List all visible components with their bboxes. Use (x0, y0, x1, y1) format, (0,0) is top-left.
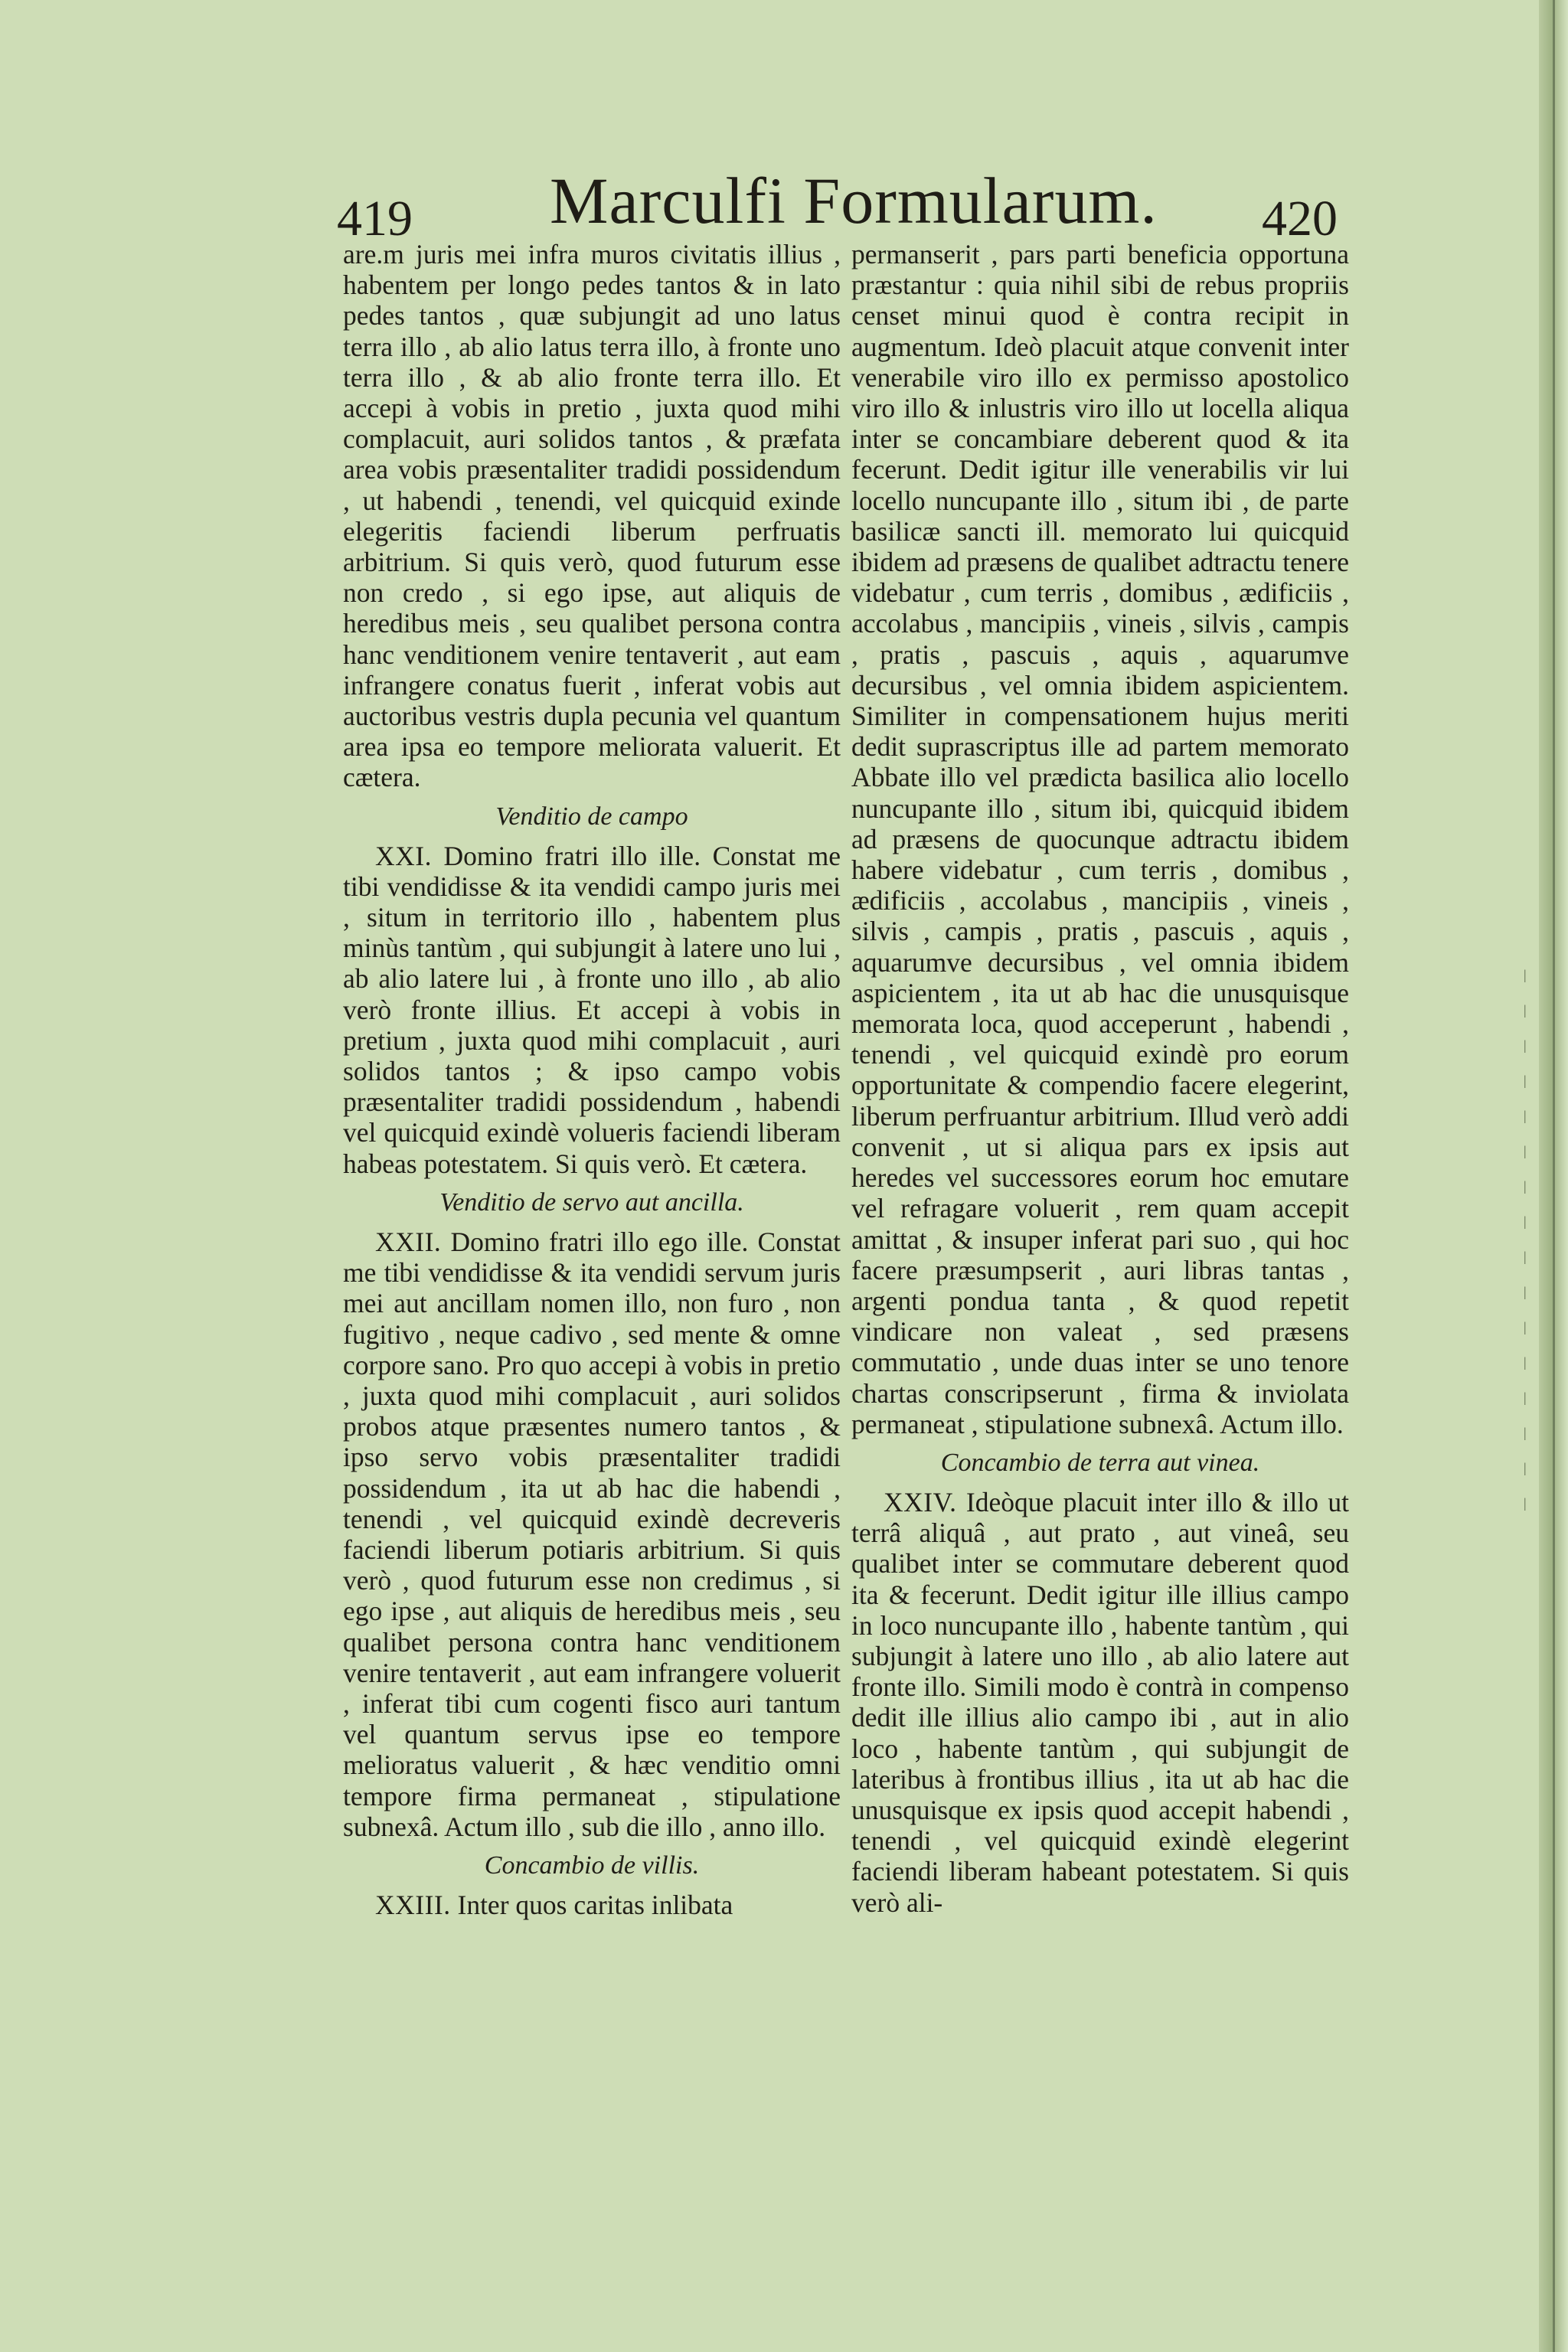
section-number: XXIV. (884, 1486, 957, 1517)
right-column (851, 239, 1349, 1920)
page-number-left: 419 (337, 191, 413, 247)
section-heading: Venditio de campo (495, 802, 688, 831)
book-spine-gutter (1539, 0, 1568, 2352)
section-heading: Concambio de terra aut vinea. (940, 1448, 1260, 1477)
paragraph-text: Inter quos caritas inlibata (457, 1889, 733, 1920)
page-number-right: 420 (1262, 191, 1338, 247)
section-heading: Concambio de villis. (484, 1851, 700, 1880)
left-column (343, 239, 841, 1922)
paragraph-text: Domino fratri illo ego ille. Constat me tibi vendidisse & ita vendidi servum juris mei aut ancillam nomen illo, non furo , non fugitivo , neque cadivo , sed mente & omne corpore sano. Pro quo accepi à vobis in pretio , juxta quod mihi complacuit , auri solidos probos atque præsentes numero tantos , & ipso servo vobis præsentaliter tradidi possidendum , ita ut ab hac die habendi , tenendi , vel quicquid exindè decreveris faciendi liberum potiaris arbitrium. Si quis verò , quod futurum esse non credimus , si ego ipse , aut aliquis de heredibus meis , seu qualibet persona contra hanc venditionem venire tentaverit , aut eam infrangere voluerit , inferat tibi cum cogenti fisco auri tantum vel quantum servus ipse eo tempore melioratus valuerit , & hæc venditio omni tempore firma permaneat , stipulatione subnexâ. Actum illo , sub die illo , anno illo. (343, 1226, 841, 1842)
paragraph (851, 1487, 1349, 1918)
paragraph (343, 1227, 841, 1842)
section-number: XXIII. (375, 1889, 451, 1920)
paragraph-text: Domino fratri illo ille. Constat me tibi vendidisse & ita vendidi campo juris mei , situm in territorio illo , habentem plus minùs tantùm , qui subjungit à latere uno lui , ab alio latere lui , à fronte uno illo , ab alio verò fronte illius. Et accepi à vobis in pretium , juxta quod mihi complacuit , auri solidos tantos ; & ipso campo vobis præsentaliter tradidi possidendum , habendi vel quicquid exindè volueris faciendi liberam habeas potestatem. Si quis verò. Et cætera. (343, 840, 841, 1179)
section-number: XXI. (375, 840, 432, 871)
paragraph: are.m juris mei infra muros civitatis illius , habentem per longo pedes tantos & in lato pedes tantos , quæ subjungit ad uno latus terra illo , ab alio latus terra illo, à fronte uno terra illo , & ab alio fronte terra illo. Et accepi à vobis in pretio , juxta quod mihi complacuit, auri solidos tantos , & præfata area vobis præsentaliter tradidi possidendum , ut habendi , tenendi, vel quicquid exinde elegeritis faciendi liberum perfruatis arbitrium. Si quis verò, quod futurum esse non credo , si ego ipse, aut aliquis de heredibus meis , seu qualibet persona contra hanc venditionem venire tentaverit , aut eam infrangere conatus fuerit , inferat vobis aut auctoribus vestris dupla pecunia vel quantum area ipsa eo tempore meliorata valuerit. Et cætera. (343, 239, 841, 793)
section-number: XXII. (375, 1226, 442, 1257)
page-header (0, 153, 1539, 245)
spine-line (1553, 0, 1555, 2352)
paragraph (343, 841, 841, 1179)
running-title: Marculfi Formularum. (550, 164, 1158, 237)
paragraph-text: Ideòque placuit inter illo & illo ut terrâ aliquâ , aut prato , aut vineâ, seu qualibet inter se commutare deberent quod ita & fecerunt. Dedit igitur ille illius campo in loco nuncupante illo , habente tantùm , qui subjungit à latere uno illo , ab alio latere aut fronte illo. Simili modo è contrà in compenso dedit ille illius alio campo ibi , aut in alio loco , habente tantùm , qui subjungit de lateribus à frontibus illius , ita ut ab hac die unusquisque ex ipsis quod accepit habendi , tenendi , vel quicquid exindè elegerint faciendi liberam habeant potestatem. Si quis verò ali- (851, 1486, 1350, 1918)
paragraph: permanserit , pars parti beneficia opportuna præstantur : quia nihil sibi de rebus propriis censet minui quod è contra recipit in augmentum. Ideò placuit atque convenit inter venerabile viro illo ex permisso apostolico viro illo & inlustris viro illo ut locella aliqua inter se concambiare deberent quod & ita fecerunt. Dedit igitur ille venerabilis vir lui locello nuncupante illo , situm ibi , de parte basilicæ sancti ill. memorato lui quicquid ibidem ad præsens de qualibet adtractu tenere videbatur , cum terris , domibus , ædificiis , accolabus , mancipiis , vineis , silvis , campis , pratis , pascuis , aquis , aquarumve decursibus , vel omnia ibidem aspicientem. Similiter in compensationem hujus meriti dedit suprascriptus ille ad partem memorato Abbate illo vel prædicta basilica alio locello nuncupante illo , situm ibi, quicquid ibidem ad præsens de quocunque adtractu ibidem habere videbatur , cum terris , domibus , ædificiis , accolabus , mancipiis , vineis , silvis , campis , pratis , pascuis , aquis , aquarumve decursibus , vel omnia ibidem aspicientem , ita ut ab hac die unusquisque memorata loca, quod acceperunt , habendi , tenendi , vel quicquid exindè pro eorum opportunitate & compendio facere elegerint, liberum perfruantur arbitrium. Illud verò addi convenit , ut si aliqua pars ex ipsis aut heredes vel successores eorum hoc emutare vel refragare voluerit , rem quam accepit amittat , & insuper inferat pari suo , qui hoc facere præsumpserit , auri libras tantas , argenti pondua tanta , & quod repetit vindicare non valeat , sed præsens commutatio , unde duas inter se uno tenore chartas conscripserunt , firma & inviolata permaneat , stipulatione subnexâ. Actum illo. (851, 239, 1349, 1439)
facing-page-edge-marks: | | | | | | | | | | | | | | | | (1524, 967, 1527, 1511)
section-heading: Venditio de servo aut ancilla. (439, 1187, 744, 1217)
paragraph (343, 1890, 841, 1920)
